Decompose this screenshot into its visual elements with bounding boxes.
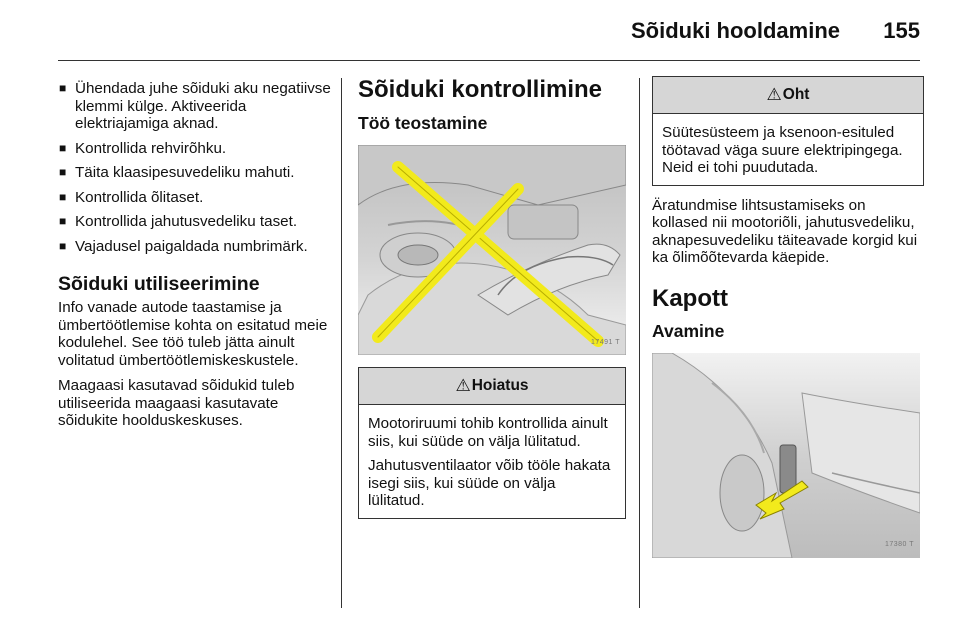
engine-bay-drawing (358, 145, 626, 355)
list-item: ■ Kontrollida jahutusvedeliku taset. (59, 213, 298, 230)
section-title-hood: Kapott (652, 284, 728, 312)
section-title-disposal: Sõiduki utiliseerimine (58, 273, 260, 295)
column-right (652, 76, 924, 558)
warning-body (359, 405, 625, 518)
chapter-title: Sõiduki hooldamine (630, 18, 840, 43)
engine-check-illustration (358, 145, 626, 355)
warning-paragraph: Jahutusventilaator võib tööle hakata isegi siis, kui süüde on välja lülitatud. (368, 457, 611, 509)
warning-paragraph: Mootoriruumi tohib kontrollida ainult siis, kui süüde on välja lülitatud. (368, 415, 608, 450)
paragraph: Äratundmise lihtsustamiseks on kollased nii mootoriõli, jahutusvedeliku, aknapesuvedeliku täiteavade korgid kui ka õlimõõtevarda käepide. (652, 196, 918, 266)
danger-title: Oht (782, 86, 810, 104)
danger-paragraph: Süütesüsteem ja ksenoon-esituled töötavad väga suure elektripingega. Neid ei tohi puudutada. (662, 124, 903, 176)
figure-code: 17491 T (590, 338, 620, 346)
warning-header (359, 368, 625, 405)
checklist (58, 80, 333, 255)
column-divider-1 (341, 78, 342, 608)
danger-body (653, 114, 923, 185)
warning-title: Hoiatus (471, 377, 529, 395)
list-item: ■ Ühendada juhe sõiduki aku negatiivse klemmi külge. Aktiveerida elektriajamiga aknad. (59, 80, 331, 132)
warning-icon: ⚠ (766, 85, 782, 105)
figure-code: 17380 T (884, 541, 914, 548)
paragraph: Maagaasi kasutavad sõidukid tuleb utiliseerida maagaasi kasutavate sõidukite hoolduskeskuses. (58, 377, 295, 429)
list-item: ■ Täita klaasipesuvedeliku mahuti. (59, 164, 295, 181)
column-middle (358, 76, 626, 519)
column-left (58, 80, 333, 430)
hood-release-drawing (652, 353, 920, 558)
paragraph: Info vanade autode taastamise ja ümbertöötlemise kohta on esitatud meie kodulehel. See töö tuleb jätta ainult volitatud ümbertöötlemiskeskustele. (58, 299, 328, 369)
warning-icon: ⚠ (455, 376, 471, 396)
page-number: 155 (883, 18, 920, 43)
danger-box (652, 76, 924, 186)
hood-release-illustration (652, 353, 920, 558)
page-header (0, 0, 960, 60)
column-divider-2 (639, 78, 640, 608)
warning-box (358, 367, 626, 519)
subsection-title: Avamine (652, 320, 725, 341)
subsection-title: Töö teostamine (358, 113, 488, 133)
danger-header (653, 77, 923, 114)
list-item: ■ Kontrollida rehvirõhku. (59, 139, 227, 157)
header-rule (58, 60, 920, 61)
section-title-inspection: Sõiduki kontrollimine (358, 76, 603, 103)
list-item: ■ Kontrollida õlitaset. (59, 188, 204, 206)
list-item: ■ Vajadusel paigaldada numbrimärk. (59, 237, 308, 255)
